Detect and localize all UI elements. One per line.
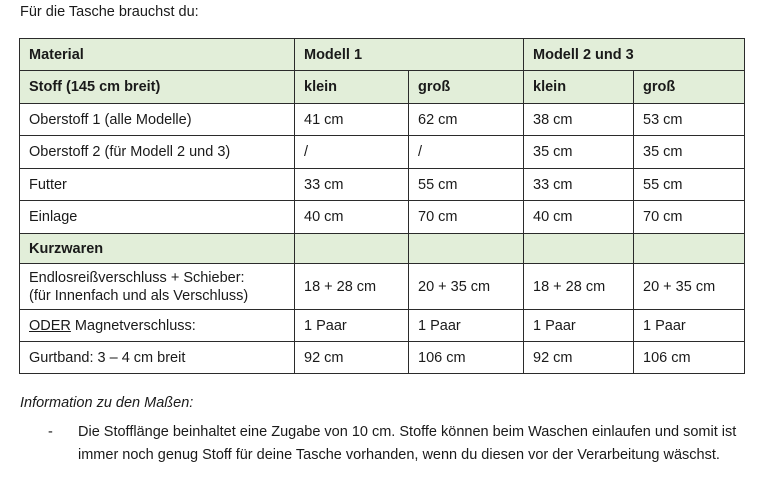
- row-label: Oberstoff 1 (alle Modelle): [20, 104, 295, 136]
- table-row: [20, 310, 745, 342]
- zipper-label-line1: Endlosreißverschluss + Schieber:: [29, 269, 245, 286]
- table-row: [20, 264, 745, 310]
- table-cell-empty: [409, 234, 524, 264]
- table-row: [20, 136, 745, 169]
- table-cell: 35 cm: [524, 136, 634, 169]
- table-header-row: [20, 39, 745, 71]
- subheader-gross: groß: [409, 71, 524, 104]
- table-cell: 20 + 35 cm: [634, 264, 745, 310]
- table-cell: 70 cm: [409, 201, 524, 234]
- table-cell: 33 cm: [295, 169, 409, 201]
- row-label: [20, 310, 295, 342]
- subheader-klein: klein: [524, 71, 634, 104]
- table-cell: 1 Paar: [524, 310, 634, 342]
- table-cell: 55 cm: [409, 169, 524, 201]
- table-cell: 18 + 28 cm: [295, 264, 409, 310]
- table-cell: 38 cm: [524, 104, 634, 136]
- table-cell: 33 cm: [524, 169, 634, 201]
- table-cell: 1 Paar: [295, 310, 409, 342]
- header-modell-2-3: Modell 2 und 3: [524, 39, 745, 71]
- table-cell: 1 Paar: [634, 310, 745, 342]
- table-cell: 106 cm: [409, 342, 524, 374]
- info-title: Information zu den Maßen:: [20, 395, 194, 411]
- kurzwaren-label: Kurzwaren: [20, 234, 295, 264]
- table-row: [20, 342, 745, 374]
- table-cell: /: [295, 136, 409, 169]
- table-cell: 92 cm: [524, 342, 634, 374]
- table-cell: 62 cm: [409, 104, 524, 136]
- table-cell: 70 cm: [634, 201, 745, 234]
- zipper-label-line2: (für Innenfach und als Verschluss): [29, 287, 249, 304]
- kurzwaren-row: [20, 234, 745, 264]
- table-cell-empty: [524, 234, 634, 264]
- header-material: Material: [20, 39, 295, 71]
- table-cell: 20 + 35 cm: [409, 264, 524, 310]
- table-cell-empty: [634, 234, 745, 264]
- table-cell: /: [409, 136, 524, 169]
- oder-label: ODER: [29, 317, 71, 334]
- table-cell: 92 cm: [295, 342, 409, 374]
- row-label: Einlage: [20, 201, 295, 234]
- intro-text: Für die Tasche brauchst du:: [20, 4, 199, 20]
- materials-table: [19, 38, 745, 374]
- row-label: [20, 264, 295, 310]
- table-row: [20, 104, 745, 136]
- table-cell: 1 Paar: [409, 310, 524, 342]
- magnet-label: Magnetverschluss:: [70, 317, 196, 334]
- row-label: Futter: [20, 169, 295, 201]
- row-label: Oberstoff 2 (für Modell 2 und 3): [20, 136, 295, 169]
- table-cell: 41 cm: [295, 104, 409, 136]
- table-cell-empty: [295, 234, 409, 264]
- info-list-item: [48, 421, 748, 467]
- table-cell: 55 cm: [634, 169, 745, 201]
- subheader-stoff: Stoff (145 cm breit): [20, 71, 295, 104]
- info-text: Die Stofflänge beinhaltet eine Zugabe von 10 cm. Stoffe können beim Waschen einlaufen und somit ist immer noch genug Stoff für deine Tasche vorhanden, wenn du diesen vor der Verarbeitung wäschst.: [78, 424, 737, 463]
- header-modell-1: Modell 1: [295, 39, 524, 71]
- row-label: Gurtband: 3 – 4 cm breit: [20, 342, 295, 374]
- table-cell: 106 cm: [634, 342, 745, 374]
- table-cell: 53 cm: [634, 104, 745, 136]
- table-cell: 18 + 28 cm: [524, 264, 634, 310]
- table-cell: 40 cm: [524, 201, 634, 234]
- bullet-dash: -: [48, 424, 53, 440]
- table-row: [20, 201, 745, 234]
- table-subheader-row: [20, 71, 745, 104]
- subheader-gross: groß: [634, 71, 745, 104]
- table-cell: 40 cm: [295, 201, 409, 234]
- subheader-klein: klein: [295, 71, 409, 104]
- table-cell: 35 cm: [634, 136, 745, 169]
- table-row: [20, 169, 745, 201]
